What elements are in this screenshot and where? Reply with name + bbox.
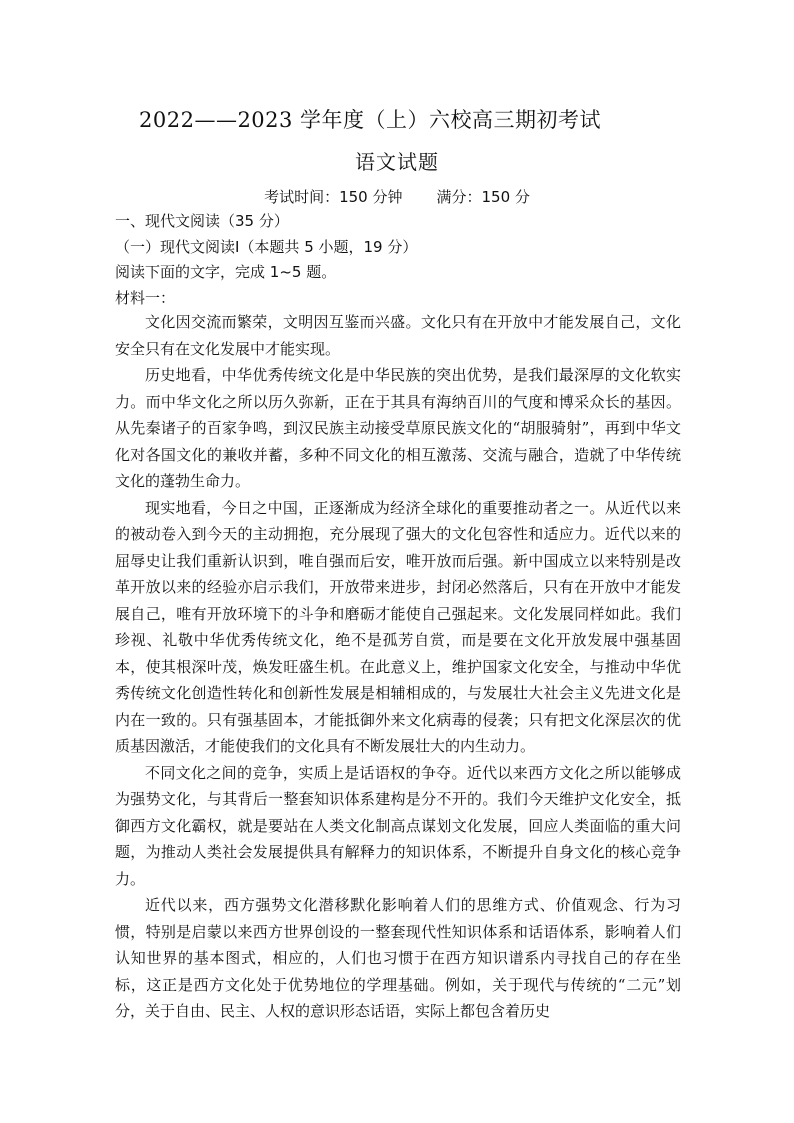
section-heading: 一、现代文阅读（35 分） xyxy=(115,212,289,230)
paragraph: 不同文化之间的竞争，实质上是话语权的争夺。近代以来西方文化之所以能够成为强势文化，与其背后一整套知识体系建构是分不开的。我们今天维护文化安全，抵御西方文化霸权，就是要站在人类文化制高点谋划文化发展，回应人类面临的重大问题，为推动人类社会发展提供具有解释力的知识体系，不断提升自身文化的核心竞争力。 xyxy=(115,763,681,888)
paragraph: 现实地看，今日之中国，正逐渐成为经济全球化的重要推动者之一。从近代以来的被动卷入到今天的主动拥抱，充分展现了强大的文化包容性和适应力。近代以来的屈辱史让我们重新认识到，唯自强而后安，唯开放而后强。新中国成立以来特别是改革开放以来的经验亦启示我们，开放带来进步，封闭必然落后，只有在开放中才能发展自己，唯有开放环境下的斗争和磨砺才能使自己强起来。文化发展同样如此。我们珍视、礼敬中华优秀传统文化，绝不是孤芳自赏，而是要在文化开放发展中强基固本，使其根深叶茂，焕发旺盛生机。在此意义上，维护国家文化安全，与推动中华优秀传统文化创造性转化和创新性发展是相辅相成的，与发展壮大社会主义先进文化是内在一致的。只有强基固本，才能抵御外来文化病毒的侵袭；只有把文化深层次的优质基因激活，才能使我们的文化具有不断发展壮大的内生动力。 xyxy=(115,498,681,755)
paragraph: 历史地看，中华优秀传统文化是中华民族的突出优势，是我们最深厚的文化软实力。而中华文化之所以历久弥新，正在于其具有海纳百川的气度和博采众长的基因。从先秦诸子的百家争鸣，到汉民族主动接受草原民族文化的“胡服骑射”，再到中华文化对各国文化的兼收并蓄，多种不同文化的相互激荡、交流与融合，造就了中华传统文化的蓬勃生命力。 xyxy=(115,366,681,490)
paragraph: 近代以来，西方强势文化潜移默化影响着人们的思维方式、价值观念、行为习惯，特别是启蒙以来西方世界创设的一整套现代性知识体系和话语体系，影响着人们认知世界的基本图式，相应的，人们也习惯于在西方知识谱系内寻找自己的存在坐标，这正是西方文化处于优势地位的学理基础。例如，关于现代与传统的“二元”划分，关于自由、民主、人权的意识形态话语，实际上都包含着历史 xyxy=(115,896,681,1020)
exam-title: 2022——2023 学年度（上）六校高三期初考试 xyxy=(139,108,602,132)
material-label: 材料一： xyxy=(115,289,176,307)
exam-subtitle: 语文试题 xyxy=(355,150,439,174)
instruction-text: 阅读下面的文字，完成 1~5 题。 xyxy=(115,263,337,281)
article-body xyxy=(115,309,681,1025)
exam-time: 考试时间：150 分钟 xyxy=(264,188,403,206)
section-subheading: （一）现代文阅读Ⅰ（本题共 5 小题，19 分） xyxy=(115,238,418,256)
exam-info xyxy=(0,186,794,207)
full-score: 满分：150 分 xyxy=(436,188,530,206)
paragraph: 文化因交流而繁荣，文明因互鉴而兴盛。文化只有在开放中才能发展自己，文化安全只有在文化发展中才能实现。 xyxy=(115,313,681,358)
